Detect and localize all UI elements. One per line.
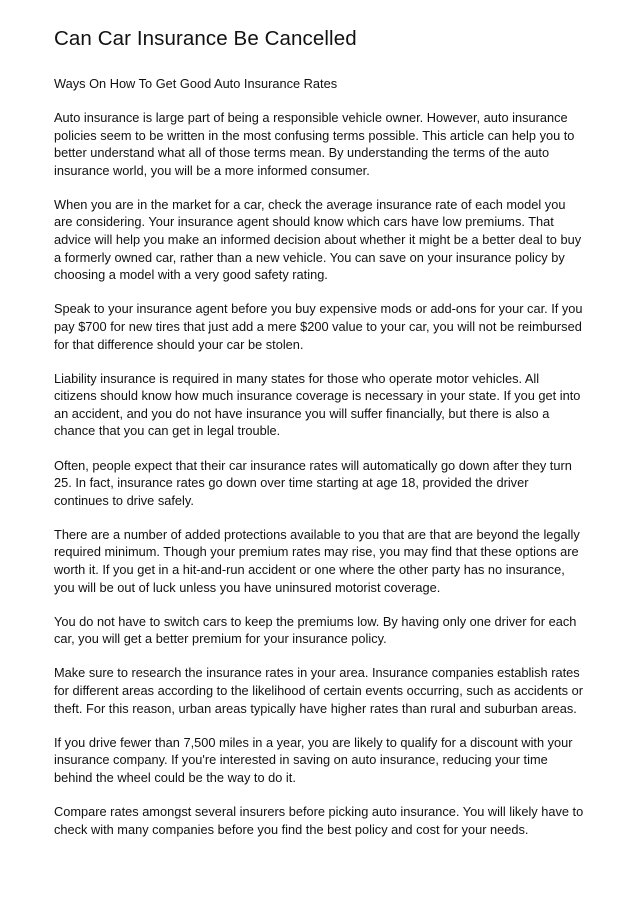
paragraph: If you drive fewer than 7,500 miles in a year, you are likely to qualify for a discount with your insurance company. If you're interested in saving on auto insurance, reducing your time behind the wheel could be the way to do it.	[54, 734, 573, 785]
paragraph: Make sure to research the insurance rates in your area. Insurance companies establish rates for different areas according to the likelihood of certain events occurring, such as accidents or theft. For this reason, urban areas typically have higher rates than rural and suburban areas.	[54, 665, 583, 716]
paragraph: Liability insurance is required in many states for those who operate motor vehicles. All citizens should know how much insurance coverage is necessary in your state. If you get into an accident, and you do not have insurance you will suffer financially, but there is also a chance that you can get in legal trouble.	[54, 370, 581, 439]
paragraph: When you are in the market for a car, check the average insurance rate of each model you are considering. Your insurance agent should know which cars have low premiums. That advice will help you make an informed decision about whether it might be a better deal to buy a formerly owned car, rather than a new vehicle. You can save on your insurance policy by choosing a model with a very good safety rating.	[54, 196, 582, 283]
paragraph: There are a number of added protections available to you that are that are beyond the legally required minimum. Though your premium rates may rise, you may find that these options are worth it. If you get in a hit-and-run accident or one where the other party has no insurance, you will be out of luck unless you have uninsured motorist coverage.	[54, 526, 580, 595]
paragraph: Auto insurance is large part of being a responsible vehicle owner. However, auto insurance policies seem to be written in the most confusing terms possible. This article can help you to better understand what all of those terms mean. By understanding the terms of the auto insurance world, you will be a more informed consumer.	[54, 110, 575, 178]
document-subtitle: Ways On How To Get Good Auto Insurance Rates	[54, 76, 338, 91]
paragraph: Compare rates amongst several insurers before picking auto insurance. You will likely have to check with many companies before you find the best policy and cost for your needs.	[54, 803, 584, 837]
document-page	[54, 26, 584, 855]
paragraph: You do not have to switch cars to keep the premiums low. By having only one driver for each car, you will get a better premium for your insurance policy.	[54, 613, 577, 647]
paragraph: Speak to your insurance agent before you buy expensive mods or add-ons for your car. If you pay $700 for new tires that just add a mere $200 value to your car, you will not be reimbursed for that difference should your car be stolen.	[54, 301, 583, 352]
document-title: Can Car Insurance Be Cancelled	[54, 27, 357, 50]
paragraph: Often, people expect that their car insurance rates will automatically go down after they turn 25. In fact, insurance rates go down over time starting at age 18, provided the driver continues to drive safely.	[54, 457, 572, 508]
